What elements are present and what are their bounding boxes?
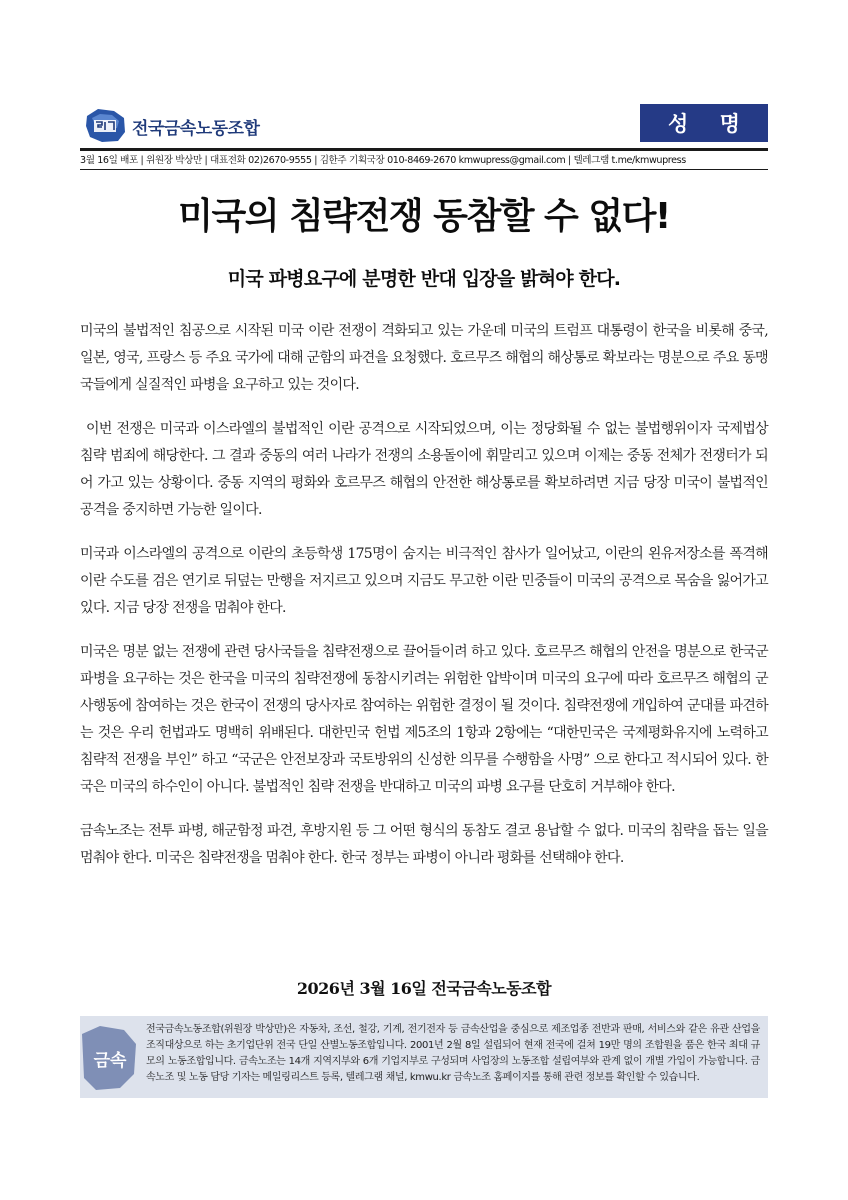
body-paragraph: 미국은 명분 없는 전쟁에 관련 당사국들을 침략전쟁으로 끌어들이려 하고 있다. 호르무즈 해협의 안전을 명분으로 한국군 파병을 요구하는 것은 한국을 미국의 침략전쟁에 동참시키려는 위험한 압박이며 미국의 요구에 따라 호르무즈 해협의 군사행동에 참여하는 것은 한국이 전쟁의 당사자로 참여하는 위험한 결정이 될 것이다. 침략전쟁에 개입하여 군대를 파견하는 것은 우리 헌법과도 명백히 위배된다. 대한민국 헌법 제5조의 1항과 2항에는 “대한민국은 국제평화유지에 노력하고 침략적 전쟁을 부인” 하고 “국군은 안전보장과 국토방위의 신성한 의무를 수행함을 사명” 으로 한다고 적시되어 있다. 한국은 미국의 하수인이 아니다. 불법적인 침략 전쟁을 반대하고 미국의 파병 요구를 단호히 거부해야 한다.	[80, 644, 768, 795]
footer-description: 전국금속노동조합(위원장 박상만)은 자동차, 조선, 철강, 기계, 전기전자 등 금속산업을 중심으로 제조업종 전반과 판매, 서비스와 같은 유관 산업을 조직대상으로 하는 초기업단위 전국 단일 산별노동조합입니다. 2001년 2월 8일 설립되어 현재 전국에 걸쳐 19만 명의 조합원을 품은 한국 최대 규모의 노동조합입니다. 금속노조는 14개 지역지부와 6개 기업지부로 구성되며 사업장의 노동조합 설립여부와 관계 없이 개별 가입이 가능합니다. 금속노조 및 노동 담당 기자는 메일링리스트 등록, 텔레그램 채널, kmwu.kr 금속노조 홈페이지를 통해 관련 정보를 확인할 수 있습니다.	[146, 1024, 760, 1083]
body-paragraph: 미국과 이스라엘의 공격으로 이란의 초등학생 175명이 숨지는 비극적인 참사가 일어났고, 이란의 왼유저장소를 폭격해 이란 수도를 검은 연기로 뒤덮는 만행을 저지르고 있으며 지금도 무고한 이란 민중들이 미국의 공격으로 목숨을 잃어가고 있다. 지금 당장 전쟁을 멈춰야 한다.	[80, 546, 768, 616]
body-paragraph: 미국의 불법적인 침공으로 시작된 미국 이란 전쟁이 격화되고 있는 가운데 미국의 트럼프 대통령이 한국을 비롯해 중국, 일본, 영국, 프랑스 등 주요 국가에 대해 군함의 파견을 요청했다. 호르무즈 해협의 해상통로 확보라는 명분으로 주요 동맹국들에게 실질적인 파병을 요구하고 있는 것이다.	[80, 323, 768, 393]
metal-union-logo-icon	[84, 106, 128, 144]
letterhead	[80, 100, 768, 148]
body-paragraph: 금속노조는 전투 파병, 해군함정 파견, 후방지원 등 그 어떤 형식의 동참도 결코 용납할 수 없다. 미국의 침략을 돕는 일을 멈춰야 한다. 미국은 침략전쟁을 멈춰야 한다. 한국 정부는 파병이 아니라 평화를 선택해야 한다.	[80, 823, 768, 866]
svg-text:금속: 금속	[93, 1051, 127, 1071]
org-name: 전국금속노동조합	[132, 119, 260, 139]
page-subtitle: 미국 파병요구에 분명한 반대 입장을 밝혀야 한다.	[227, 268, 621, 290]
contact-divider	[80, 169, 768, 170]
contact-info: 3월 16일 배포 | 위원장 박상만 | 대표전화 02)2670-9555 | 김한주 기획국장 010-8469-2670 kmwupress@gmail.com | 텔레그램 t.me/kmwupress	[80, 155, 686, 166]
header-divider	[80, 148, 768, 151]
page-title: 미국의 침략전쟁 동참할 수 없다!	[178, 196, 670, 237]
footer-about	[80, 1016, 768, 1098]
metal-union-logo-icon	[80, 1022, 140, 1094]
statement-body	[80, 318, 768, 889]
statement-badge: 성 명	[640, 104, 768, 142]
signature-date: 2026년 3월 16일 전국금속노동조합	[296, 979, 552, 998]
body-paragraph: 이번 전쟁은 미국과 이스라엘의 불법적인 이란 공격으로 시작되었으며, 이는 정당화될 수 없는 불법행위이자 국제법상 침략 범죄에 해당한다. 그 결과 중동의 여러 나라가 전쟁의 소용돌이에 휘말리고 있으며 이제는 중동 전체가 전쟁터가 되어 가고 있는 상황이다. 중동 지역의 평화와 호르무즈 해협의 안전한 해상통로를 확보하려면 지금 당장 미국이 불법적인 공격을 중지하면 가능한 일이다.	[80, 421, 768, 518]
